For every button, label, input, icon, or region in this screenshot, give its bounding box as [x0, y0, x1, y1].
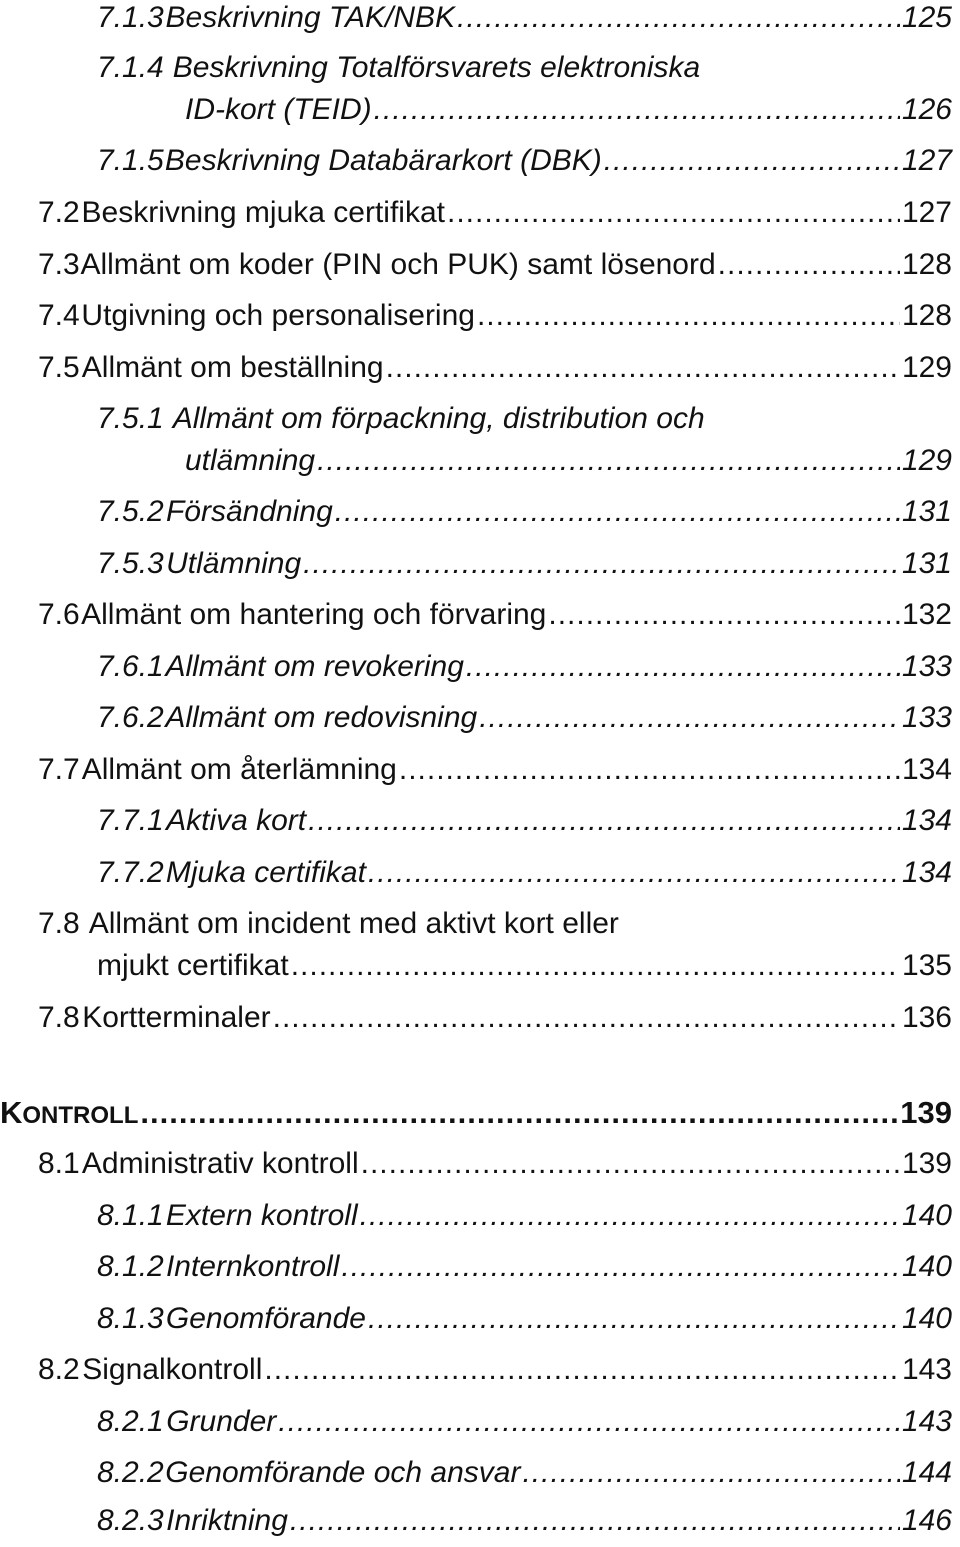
toc-page-number: 143 [901, 1353, 952, 1386]
toc-entry-8-2[interactable] [38, 1344, 952, 1396]
toc-page-number: 144 [901, 1456, 952, 1489]
dot-leader [291, 940, 900, 992]
toc-entry-7-7[interactable] [38, 744, 952, 796]
toc-title: Grunder [166, 1405, 277, 1438]
toc-title: Försändning [165, 495, 333, 528]
toc-entry-7-8-incident[interactable] [97, 940, 952, 992]
dot-leader [360, 1190, 900, 1242]
toc-title: Allmänt om beställning [81, 351, 384, 384]
toc-number: 8.2 [38, 1353, 80, 1386]
toc-entry-8-2-3[interactable] [97, 1495, 952, 1547]
toc-number: 7.1.3 [97, 1, 164, 34]
dot-leader [522, 1447, 899, 1499]
toc-title-continued: mjukt certifikat [97, 949, 289, 982]
dot-leader [341, 1241, 900, 1293]
toc-title: Kortterminaler [82, 1001, 271, 1034]
toc-page-number: 129 [901, 444, 952, 477]
toc-title: Utlämning [166, 547, 302, 580]
toc-number: 7.8 [38, 1001, 80, 1034]
dot-leader [368, 1293, 900, 1345]
toc-number: 8.1.3 [97, 1302, 164, 1335]
toc-page-number: 133 [901, 650, 952, 683]
toc-page-number: 140 [901, 1302, 952, 1335]
toc-number: 7.7.2 [97, 856, 164, 889]
dot-leader [399, 744, 900, 796]
toc-number: 8.2.2 [97, 1456, 164, 1489]
dot-leader [718, 239, 900, 291]
toc-entry-7-7-2[interactable] [97, 847, 952, 899]
toc-title: Allmänt om koder (PIN och PUK) samt lösenord [80, 248, 716, 281]
toc-title: Extern kontroll [165, 1199, 358, 1232]
toc-title: Allmänt om redovisning [165, 701, 478, 734]
toc-title: Utgivning och personalisering [81, 299, 475, 332]
toc-number: 7.4 [38, 299, 80, 332]
toc-entry-7-5[interactable] [38, 342, 952, 394]
toc-entry-7-1-3[interactable] [97, 0, 952, 44]
toc-title: Beskrivning TAK/NBK [165, 1, 456, 34]
toc-number: 7.1.5 [97, 144, 164, 177]
dot-leader [479, 692, 900, 744]
toc-page-number: 140 [901, 1250, 952, 1283]
toc-number: 8.1.2 [97, 1250, 164, 1283]
dot-leader [457, 0, 900, 44]
toc-title: Allmänt om revokering [165, 650, 464, 683]
toc-entry-8-1[interactable] [38, 1138, 952, 1190]
toc-entry-7-6[interactable] [38, 589, 952, 641]
toc-number: 8.1 [38, 1147, 80, 1180]
toc-entry-7-8-kortterminaler[interactable] [38, 992, 952, 1044]
toc-chapter-title: KONTROLL [0, 1095, 139, 1130]
toc-title: Inriktning [166, 1504, 288, 1537]
toc-page-number: 134 [901, 856, 952, 889]
toc-page-number: 146 [901, 1504, 952, 1537]
toc-title: Allmänt om hantering och förvaring [81, 598, 547, 631]
toc-number: 7.5.2 [97, 495, 164, 528]
dot-leader [368, 847, 900, 899]
dot-leader [140, 1087, 898, 1139]
dot-leader [308, 795, 900, 847]
dot-leader [361, 1138, 900, 1190]
toc-page-number: 131 [901, 495, 952, 528]
toc-title: Beskrivning Totalförsvarets elektroniska [172, 51, 701, 84]
dot-leader [447, 187, 900, 239]
toc-title: Administrativ kontroll [81, 1147, 359, 1180]
toc-page-number: 131 [901, 547, 952, 580]
dot-leader [264, 1344, 900, 1396]
toc-title: Mjuka certifikat [165, 856, 366, 889]
toc-title: Beskrivning mjuka certifikat [81, 196, 445, 229]
toc-title: Aktiva kort [166, 804, 307, 837]
toc-entry-7-6-2[interactable] [97, 692, 952, 744]
toc-entry-8-1-2[interactable] [97, 1241, 952, 1293]
toc-page-number: 139 [901, 1147, 952, 1180]
toc-number: 8.2.1 [97, 1405, 164, 1438]
toc-page-number: 135 [901, 949, 952, 982]
toc-entry-7-5-1[interactable] [185, 435, 952, 487]
dot-leader [278, 1396, 900, 1448]
toc-title: Genomförande och ansvar [165, 1456, 521, 1489]
toc-number: 7.5.3 [97, 547, 164, 580]
toc-page-number: 143 [901, 1405, 952, 1438]
dot-leader [604, 135, 900, 187]
toc-title: Allmänt om incident med aktivt kort eller [88, 907, 619, 940]
toc-number: 7.7 [38, 753, 80, 786]
toc-entry-8-1-1[interactable] [97, 1190, 952, 1242]
toc-number: 7.5.1 [97, 402, 164, 435]
toc-page-number: 134 [901, 804, 952, 837]
toc-number: 7.2 [38, 196, 80, 229]
toc-number: 8.1.1 [97, 1199, 164, 1232]
dot-leader [477, 290, 900, 342]
toc-entry-7-7-1[interactable] [97, 795, 952, 847]
toc-page-number: 134 [901, 753, 952, 786]
toc-entry-7-1-5[interactable] [97, 135, 952, 187]
toc-page-number: 133 [901, 701, 952, 734]
toc-entry-8-1-3[interactable] [97, 1293, 952, 1345]
toc-entry-7-1-4[interactable] [185, 84, 952, 136]
dot-leader [386, 342, 900, 394]
toc-number: 8.2.3 [97, 1504, 164, 1537]
toc-page-number: 140 [901, 1199, 952, 1232]
toc-number: 7.1.4 [97, 51, 164, 84]
toc-chapter-kontroll[interactable] [0, 1087, 952, 1139]
toc-title: Allmänt om återlämning [81, 753, 397, 786]
dot-leader [317, 435, 900, 487]
toc-number: 7.5 [38, 351, 80, 384]
toc-title-continued: ID-kort (TEID) [185, 93, 372, 126]
dot-leader [273, 992, 900, 1044]
toc-page-number: 129 [901, 351, 952, 384]
toc-number: 7.8 [38, 907, 80, 940]
toc-entry-7-2[interactable] [38, 187, 952, 239]
toc-page-number: 125 [901, 1, 952, 34]
toc-page-number: 128 [901, 299, 952, 332]
dot-leader [548, 589, 900, 641]
toc-page-number: 126 [901, 93, 952, 126]
toc-title: Signalkontroll [82, 1353, 263, 1386]
toc-number: 7.6.2 [97, 701, 164, 734]
toc-number: 7.3 [38, 248, 80, 281]
toc-number: 7.6.1 [97, 650, 164, 683]
toc-title-continued: utlämning [185, 444, 316, 477]
toc-number: 7.6 [38, 598, 80, 631]
toc-entry-8-2-1[interactable] [97, 1396, 952, 1448]
toc-title: Genomförande [165, 1302, 366, 1335]
dot-leader [374, 84, 900, 136]
dot-leader [303, 538, 900, 590]
toc-page-number: 139 [900, 1095, 952, 1130]
toc-page-number: 132 [901, 598, 952, 631]
toc-page-number: 136 [901, 1001, 952, 1034]
dot-leader [335, 486, 900, 538]
toc-page-number: 127 [901, 144, 952, 177]
dot-leader [290, 1495, 900, 1547]
toc-entry-8-2-2[interactable] [97, 1447, 952, 1499]
dot-leader [466, 641, 900, 693]
toc-entry-7-3[interactable] [38, 239, 952, 291]
toc-entry-7-5-2[interactable] [97, 486, 952, 538]
toc-page-number: 127 [901, 196, 952, 229]
toc-page-number: 128 [901, 248, 952, 281]
toc-number: 7.7.1 [97, 804, 164, 837]
toc-title: Internkontroll [165, 1250, 340, 1283]
toc-title: Allmänt om förpackning, distribution och [172, 402, 705, 435]
toc-entry-7-6-1[interactable] [97, 641, 952, 693]
toc-title: Beskrivning Databärarkort (DBK) [164, 144, 602, 177]
toc-entry-7-4[interactable] [38, 290, 952, 342]
toc-entry-7-5-3[interactable] [97, 538, 952, 590]
